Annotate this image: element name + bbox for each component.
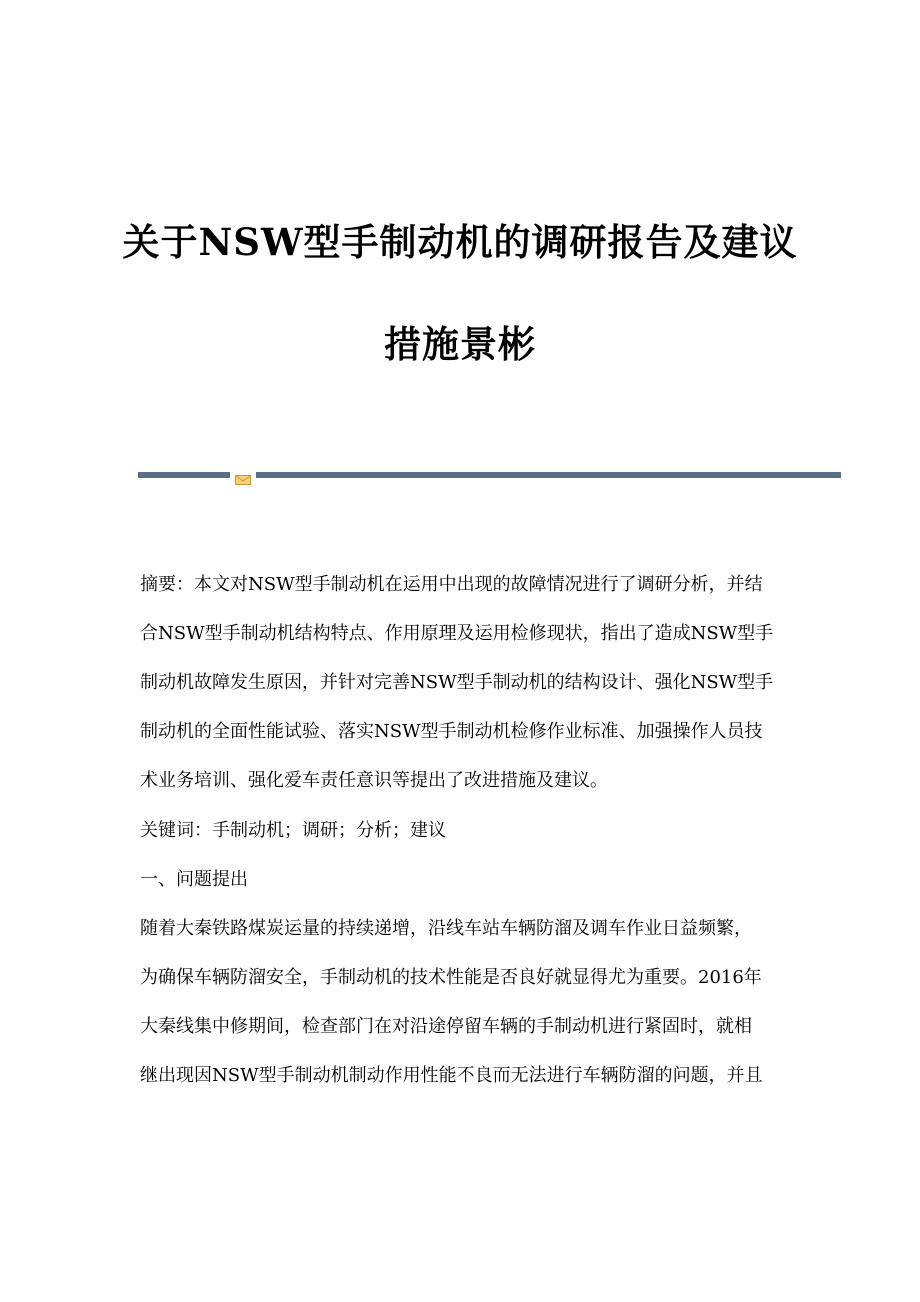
divider-bar-left bbox=[138, 472, 230, 478]
abstract-line: 术业务培训、强化爱车责任意识等提出了改进措施及建议。 bbox=[140, 770, 608, 791]
abstract-line: 制动机的全面性能试验、落实NSW型手制动机检修作业标准、加强操作人员技 bbox=[140, 721, 763, 742]
abstract-line: 制动机故障发生原因，并针对完善NSW型手制动机的结构设计、强化NSW型手 bbox=[140, 672, 774, 693]
section-paragraph bbox=[140, 904, 782, 1100]
paragraph-line: 为确保车辆防溜安全，手制动机的技术性能是否良好就显得尤为重要。2016年 bbox=[140, 967, 762, 988]
paragraph-line: 继出现因NSW型手制动机制动作用性能不良而无法进行车辆防溜的问题，并且 bbox=[140, 1065, 763, 1086]
paragraph-line: 大秦线集中修期间，检查部门在对沿途停留车辆的手制动机进行紧固时，就相 bbox=[140, 1016, 752, 1037]
keywords-line: 关键词：手制动机；调研；分析；建议 bbox=[140, 820, 446, 841]
abstract-line: 摘要：本文对NSW型手制动机在运用中出现的故障情况进行了调研分析，并结 bbox=[140, 574, 763, 595]
document-title: 关于NSW型手制动机的调研报告及建议 bbox=[122, 220, 798, 264]
envelope-icon bbox=[235, 470, 251, 480]
abstract-paragraph bbox=[140, 560, 782, 805]
divider-bar-right bbox=[256, 472, 841, 478]
paragraph-line: 随着大秦铁路煤炭运量的持续递增，沿线车站车辆防溜及调车作业日益频繁， bbox=[140, 918, 752, 939]
document-title-author: 措施景彬 bbox=[384, 322, 536, 366]
section-heading: 一、问题提出 bbox=[140, 869, 248, 890]
title-divider bbox=[138, 470, 841, 480]
abstract-line: 合NSW型手制动机结构特点、作用原理及运用检修现状，指出了造成NSW型手 bbox=[140, 623, 774, 644]
